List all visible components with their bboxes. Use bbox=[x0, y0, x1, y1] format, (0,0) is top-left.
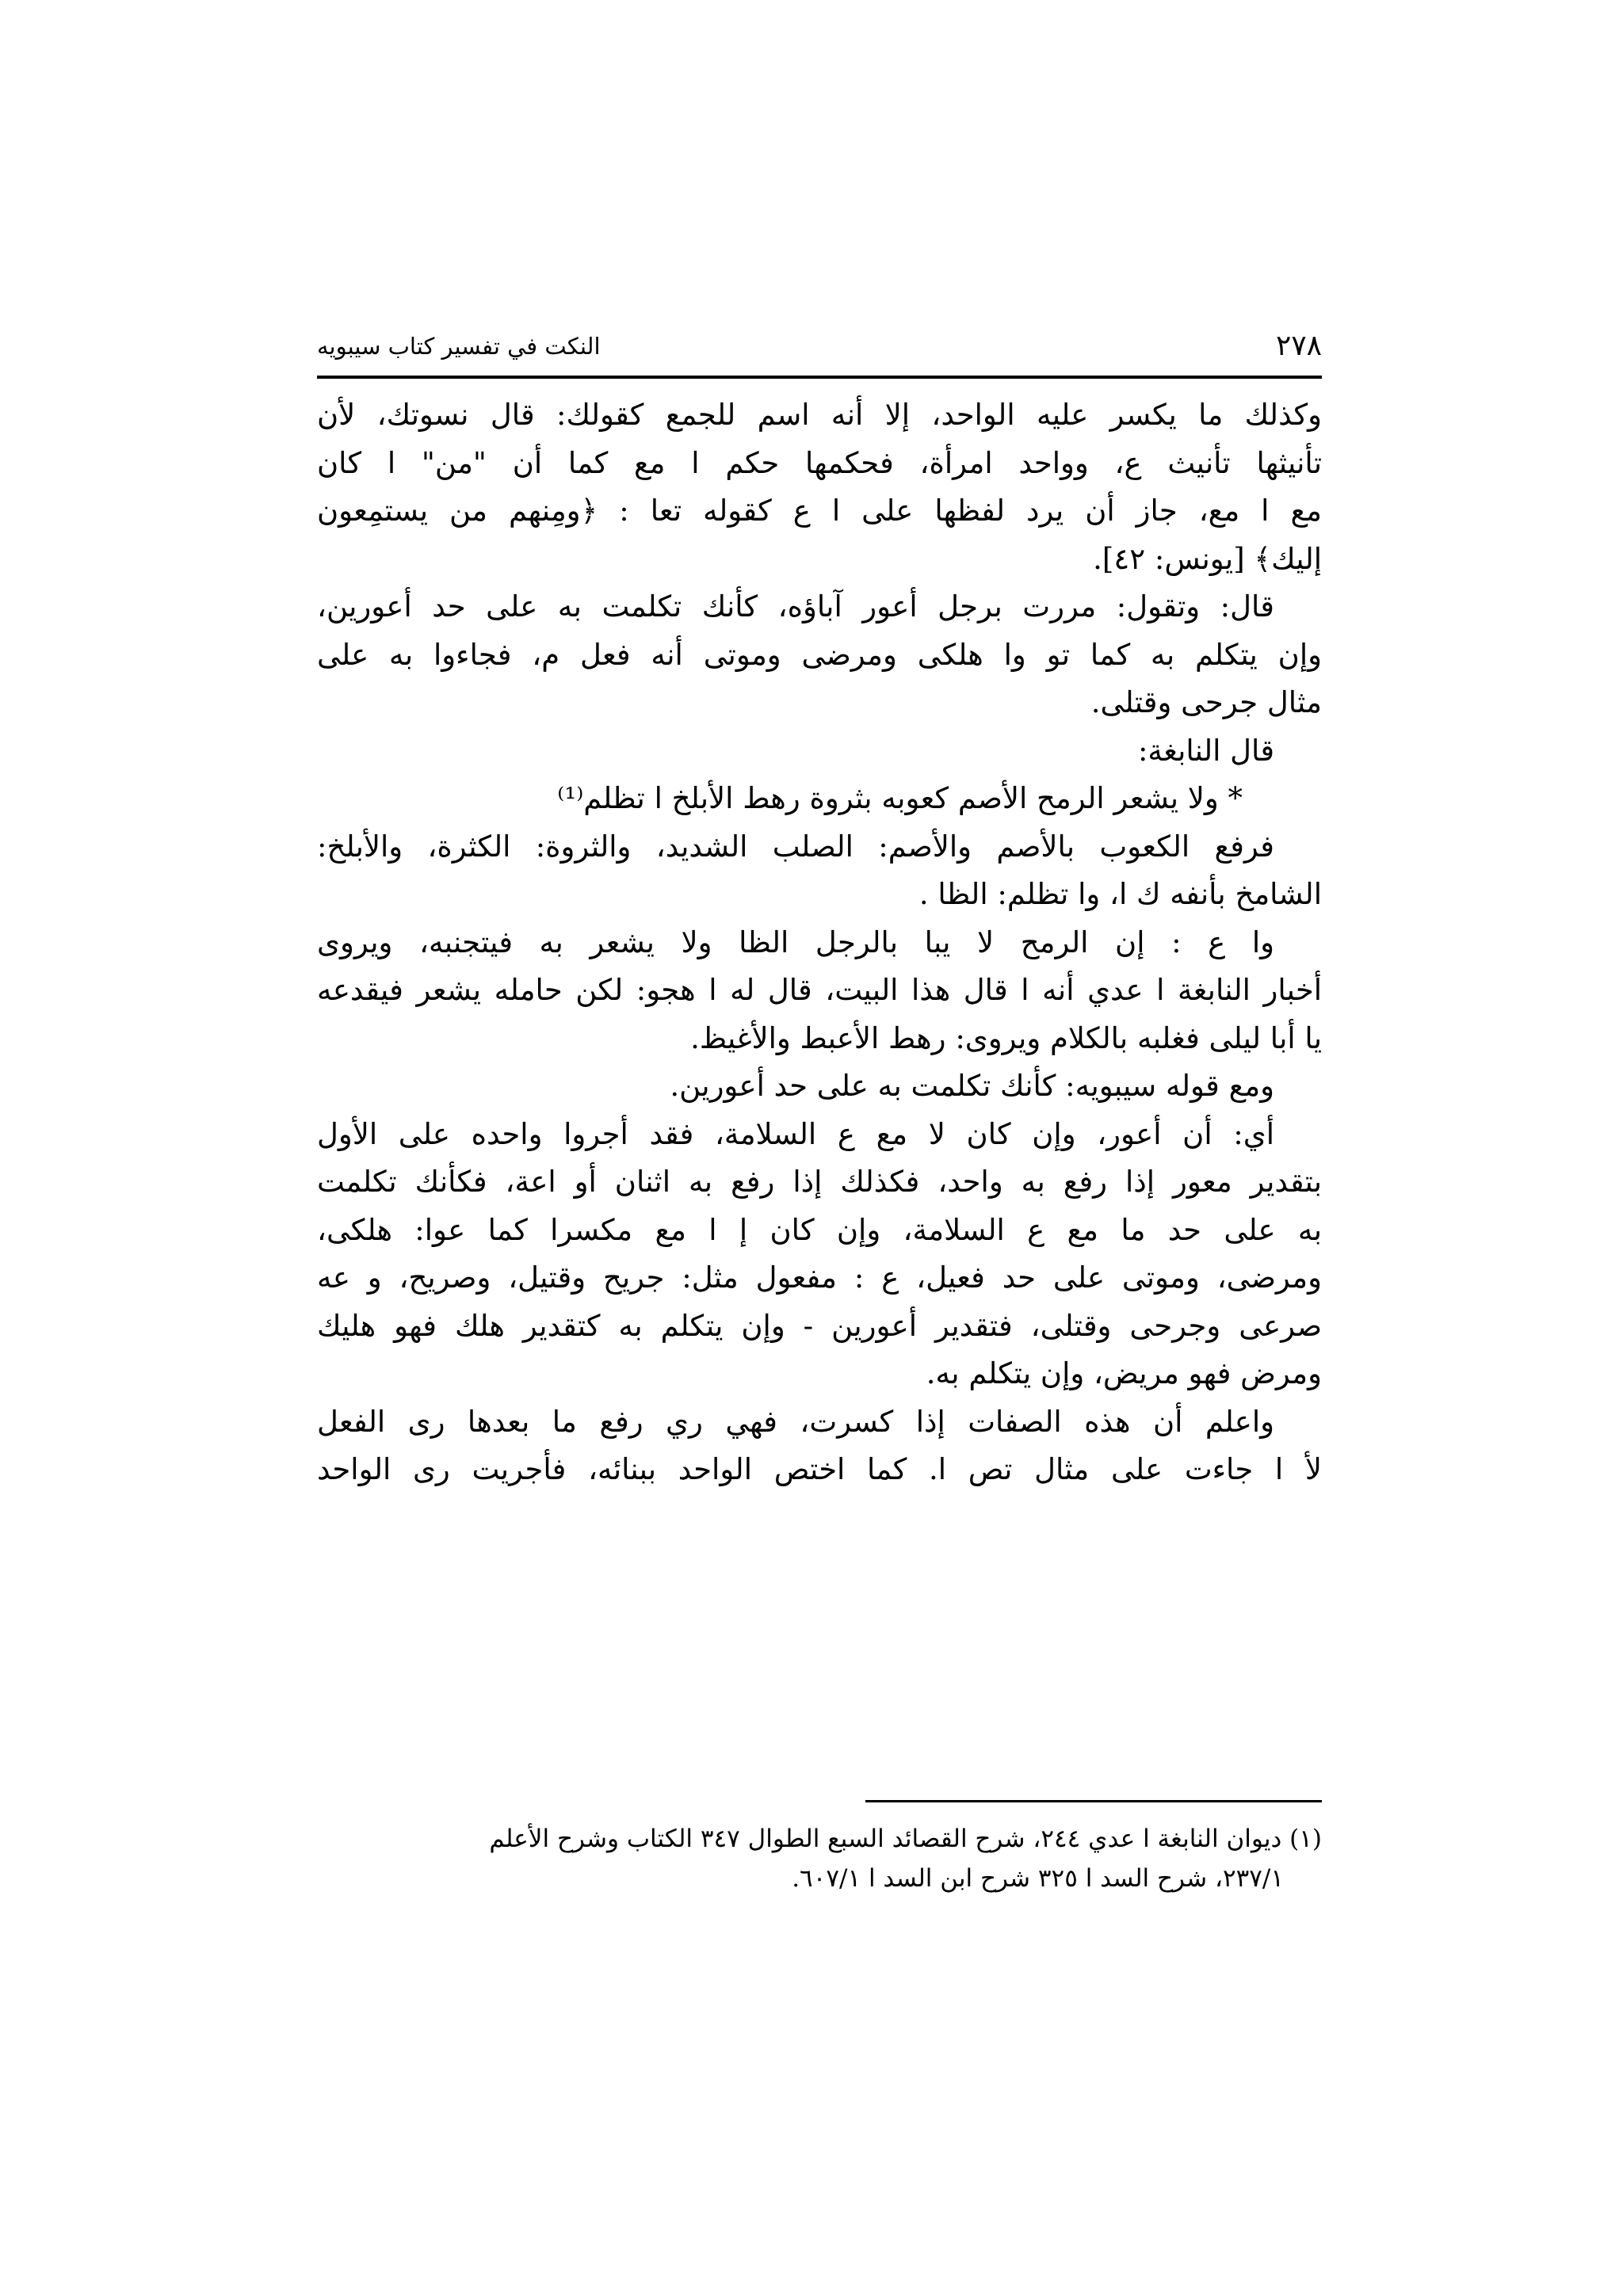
main-text bbox=[317, 391, 1322, 1494]
text-line: وإن يتكلم به كما تو وا هلكى ومرضى وموتى أنه فعل م، فجاءوا به على bbox=[317, 637, 1322, 672]
text-line: بتقدير معور إذا رفع به واحد، فكذلك إذا رفع به اثنان أو اعة، فكأنك تكلمت bbox=[317, 1165, 1322, 1199]
text-line: يا أبا ليلى فغلبه بالكلام ويروى: رهط الأعبط والأغيظ. bbox=[690, 1020, 1322, 1055]
page-header bbox=[317, 326, 1322, 374]
text-line: ومرض فهو مريض، وإن يتكلم به. bbox=[926, 1356, 1322, 1390]
text-line: إليك﴾ [يونس: ٤٢]. bbox=[1093, 541, 1322, 576]
text-line: وكذلك ما يكسر عليه الواحد، إلا أنه اسم للجمع كقولك: قال نسوتك، لأن bbox=[317, 398, 1322, 432]
text-line: قال النابغة: bbox=[1137, 733, 1274, 768]
page-number: ٢٧٨ bbox=[1275, 330, 1322, 362]
footnote-line: (١) ديوان النابغة ا عدي ٢٤٤، شرح القصائد السبع الطوال ٣٤٧ الكتاب وشرح الأعلم bbox=[489, 1825, 1322, 1853]
text-line: ومع قوله سيبويه: كأنك تكلمت به على حد أعورين. bbox=[670, 1069, 1274, 1103]
text-line: به على حد ما مع ع السلامة، وإن كان إ ا مع مكسرا كما عوا: هلكى، bbox=[317, 1212, 1322, 1247]
text-line: وا ع : إن الرمح لا يبا بالرجل الظا ولا يشعر به فيتجنبه، ويروى bbox=[317, 925, 1274, 959]
text-line: صرعى وجرحى وقتلى، فتقدير أعورين - وإن يتكلم به كتقدير هلك فهو هليك bbox=[317, 1308, 1322, 1343]
footnote-rule bbox=[865, 1800, 1322, 1802]
text-line: واعلم أن هذه الصفات إذا كسرت، فهي ري رفع ما بعدها رى الفعل bbox=[317, 1404, 1274, 1439]
text-line: ومرضى، وموتى على حد فعيل، ع : مفعول مثل: جريح وقتيل، وصريح، و عه bbox=[317, 1261, 1322, 1295]
text-line: مثال جرحى وقتلى. bbox=[1090, 685, 1322, 719]
text-line: أخبار النابغة ا عدي أنه ا قال هذا البيت، قال له ا هجو: لكن حامله يشعر فيقدعه bbox=[317, 973, 1322, 1007]
verse-line: * ولا يشعر الرمح الأصم كعوبه بثروة رهط الأبلخ ا تظلم⁽¹⁾ bbox=[557, 781, 1243, 815]
text-line: الشامخ بأنفه ك ا، وا تظلم: الظا . bbox=[918, 877, 1322, 911]
text-line: فرفع الكعوب بالأصم والأصم: الصلب الشديد، والثروة: الكثرة، والأبلخ: bbox=[317, 829, 1274, 864]
text-line: قال: وتقول: مررت برجل أعور آباؤه، كأنك تكلمت به على حد أعورين، bbox=[317, 589, 1274, 624]
header-rule bbox=[317, 376, 1322, 379]
footnotes bbox=[317, 1819, 1322, 1898]
text-line: تأنيثها تأنيث ع، وواحد امرأة، فحكمها حكم ا مع كما أن "من" ا كان bbox=[317, 445, 1322, 480]
book-title: النكت في تفسير كتاب سيبويه bbox=[317, 333, 601, 360]
text-line: أي: أن أعور، وإن كان لا مع ع السلامة، فقد أجروا واحده على الأول bbox=[317, 1116, 1274, 1151]
footnote-line: ٢٣٧/١، شرح السد ا ٣٢٥ شرح ابن السد ا ٦٠٧/١. bbox=[792, 1864, 1284, 1893]
text-line: لأ ا جاءت على مثال تص ا. كما اختص الواحد ببنائه، فأجريت رى الواحد bbox=[317, 1452, 1322, 1486]
text-line: مع ا مع، جاز أن يرد لفظها على ا ع كقوله تعا : ﴿ومِنهم من يستمِعون bbox=[317, 494, 1322, 528]
